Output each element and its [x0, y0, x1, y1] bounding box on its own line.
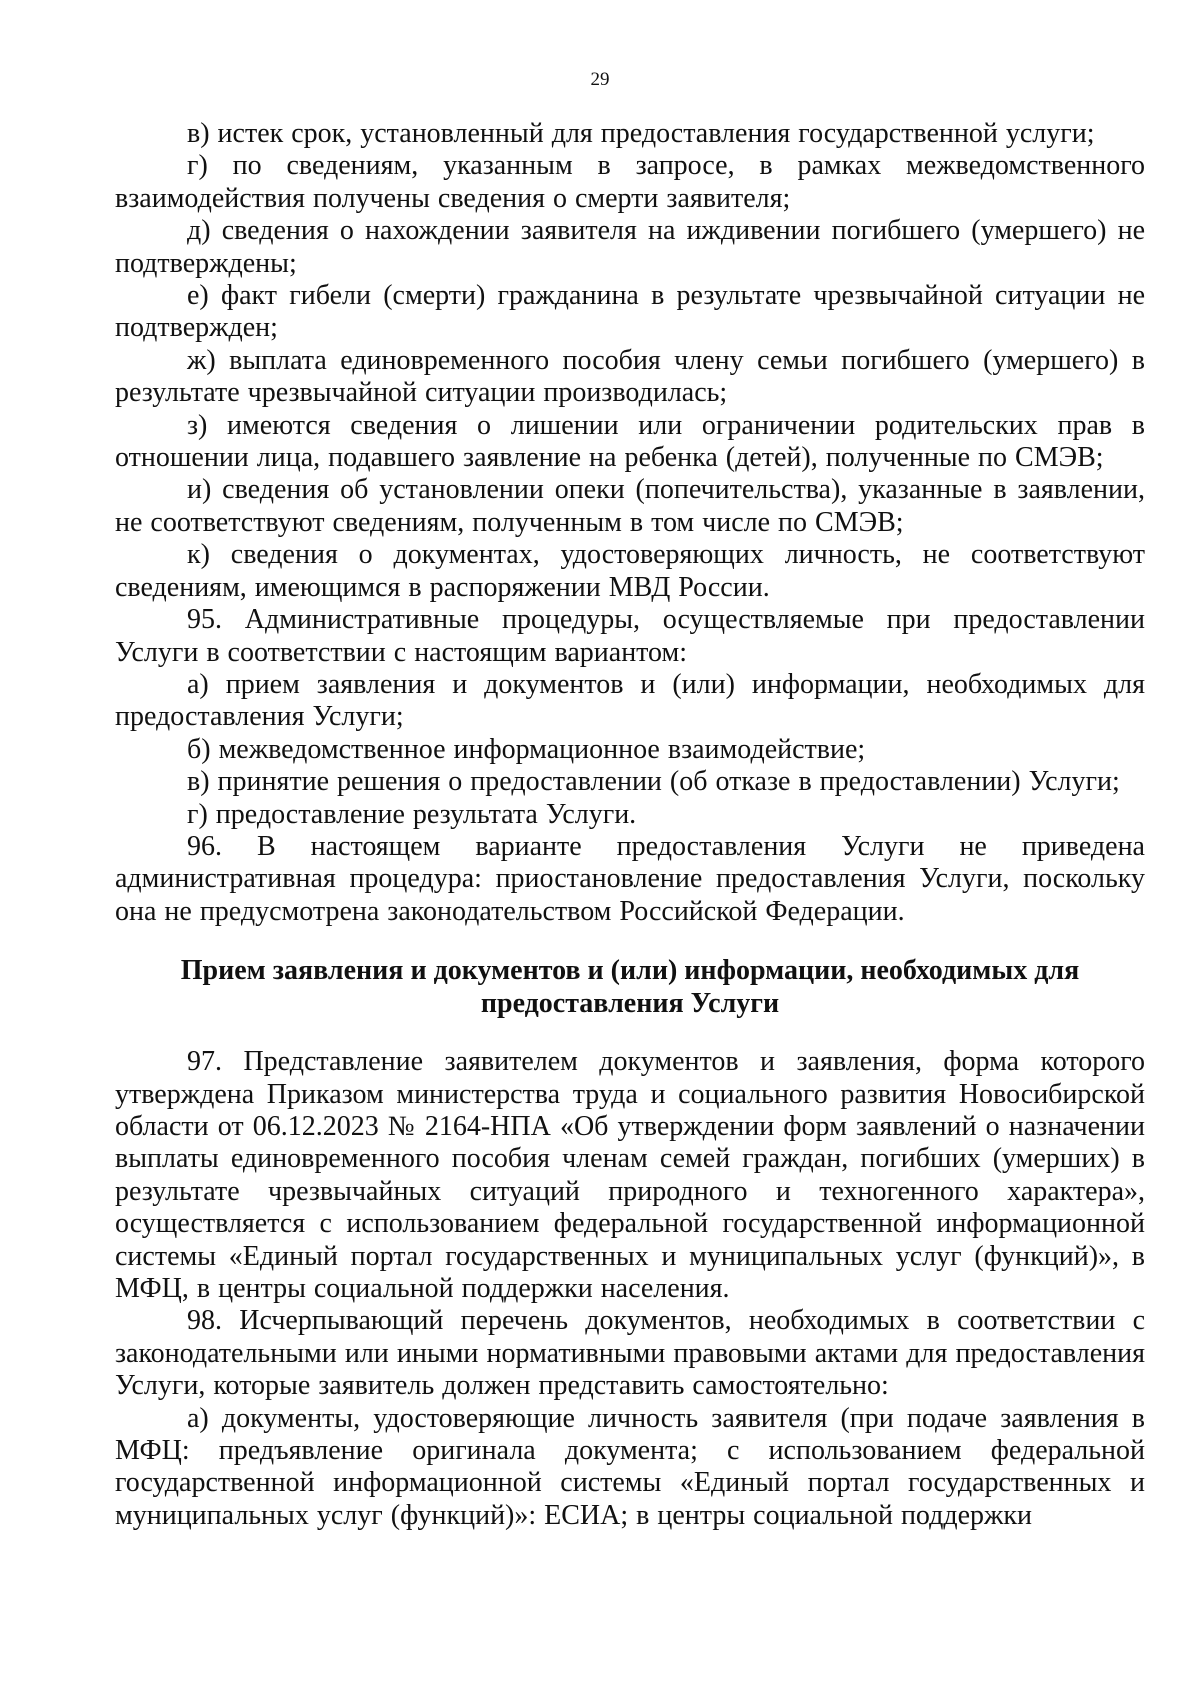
page-number: 29 [590, 69, 610, 90]
clause-97: 97. Представление заявителем документов и заявления, форма которого утверждена Приказом министерства труда и социального развития Новосибирской области от 06.12.2023 № 2164-НПА «Об утверждении форм заявлений о назначении выплаты единовременного пособия членам семей граждан, погибших (умерших) в результате чрезвычайных ситуаций природного и техногенного характера», осуществляется с использованием федеральной государственной информационной системы «Единый портал государственных и муниципальных услуг (функций)», в МФЦ, в центры социальной поддержки населения. [115, 1046, 1145, 1304]
list-item-k: к) сведения о документах, удостоверяющих личность, не соответствуют сведениям, имеющимся в распоряжении МВД России. [115, 539, 1145, 603]
list-item-g: г) по сведениям, указанным в запросе, в рамках межведомственного взаимодействия получены сведения о смерти заявителя; [115, 150, 1145, 214]
clause-95-item-b: б) межведомственное информационное взаимодействие; [187, 733, 866, 765]
clause-98: 98. Исчерпывающий перечень документов, необходимых в соответствии с законодательными или иными нормативными правовыми актами для предоставления Услуги, которые заявитель должен представить самостоятельно: [115, 1305, 1145, 1402]
clause-95-item-g: г) предоставление результата Услуги. [187, 798, 637, 830]
clause-98-item-a: а) документы, удостоверяющие личность заявителя (при подаче заявления в МФЦ: предъявление оригинала документа; с использованием федеральной государственной информационной системы «Единый портал государственных и муниципальных услуг (функций)»: ЕСИА; в центры социальной поддержки [115, 1402, 1145, 1531]
list-item-i: и) сведения об установлении опеки (попечительства), указанные в заявлении, не соответствуют сведениям, полученным в том числе по СМЭВ; [115, 474, 1145, 538]
list-item-zh: ж) выплата единовременного пособия члену семьи погибшего (умершего) в результате чрезвычайной ситуации производилась; [115, 344, 1145, 409]
list-item-d: д) сведения о нахождении заявителя на иждивении погибшего (умершего) не подтверждены; [115, 215, 1145, 279]
clause-95-item-a: а) прием заявления и документов и (или) информации, необходимых для предоставления Услуги; [115, 668, 1145, 733]
list-item-e: е) факт гибели (смерти) гражданина в результате чрезвычайной ситуации не подтвержден; [115, 280, 1145, 344]
document-body [115, 118, 1145, 1532]
section-heading: Прием заявления и документов и (или) информации, необходимых для предоставления Услуги [180, 955, 1080, 1020]
clause-95: 95. Административные процедуры, осуществляемые при предоставлении Услуги в соответствии с настоящим вариантом: [115, 604, 1145, 668]
clause-95-item-v: в) принятие решения о предоставлении (об отказе в предоставлении) Услуги; [187, 766, 1120, 798]
clause-96: 96. В настоящем варианте предоставления Услуги не приведена административная процедура: приостановление предоставления Услуги, поскольку она не предусмотрена законодательством Российской Федерации. [115, 830, 1145, 927]
list-item-z: з) имеются сведения о лишении или ограничении родительских прав в отношении лица, подавшего заявление на ребенка (детей), полученные по СМЭВ; [115, 409, 1145, 474]
list-item-v: в) истек срок, установленный для предоставления государственной услуги; [187, 118, 1095, 149]
